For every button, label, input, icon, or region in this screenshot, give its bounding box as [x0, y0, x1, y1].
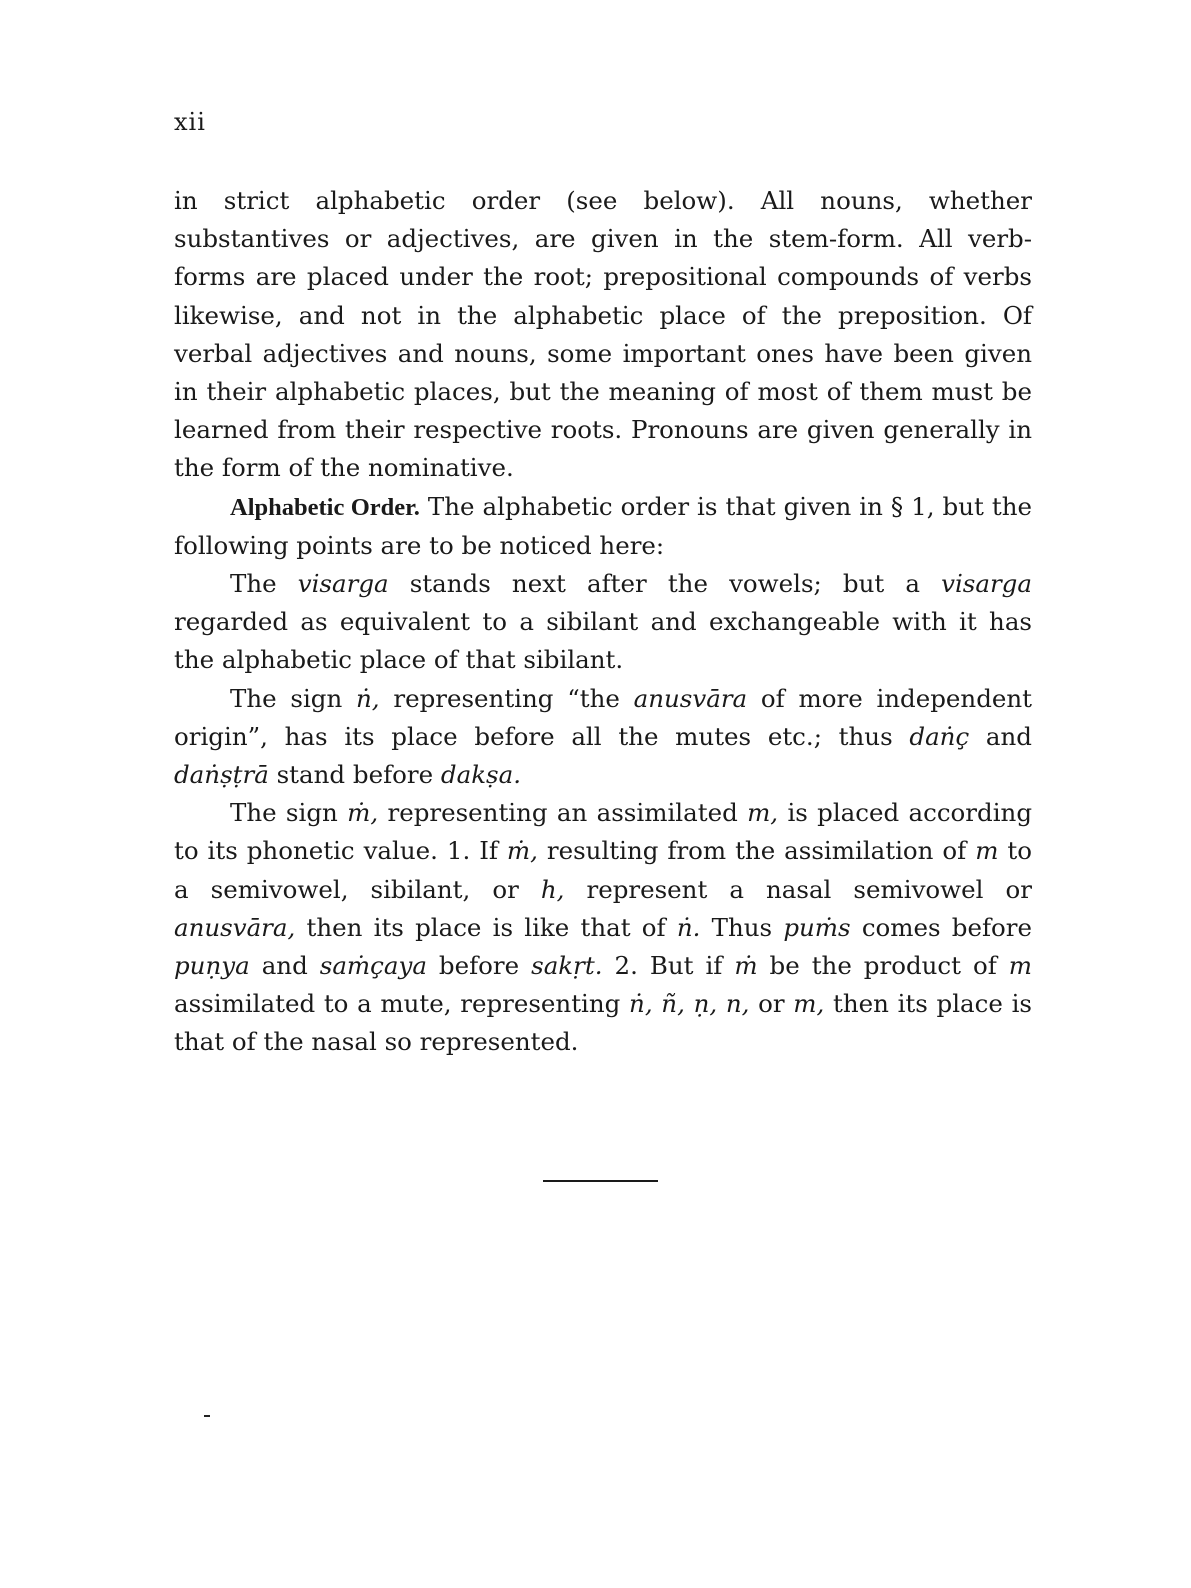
text-run: before — [438, 951, 520, 981]
italic-term: anusvāra, — [174, 912, 296, 942]
italic-term: visarga — [941, 569, 1032, 599]
text-run: The sign — [230, 798, 338, 828]
italic-term: saṁçaya — [319, 951, 427, 981]
print-speck — [204, 1415, 210, 1417]
text-run: to a semivowel, sibilant, or — [174, 836, 1032, 904]
italic-term: visarga — [297, 569, 389, 599]
paragraph-alphabetic-order — [174, 488, 1032, 565]
text-run: 2. But if — [614, 951, 723, 981]
paragraph-assimilated-m — [174, 794, 1032, 1061]
italic-term: puṁs — [783, 912, 851, 942]
text-run: The — [230, 569, 277, 599]
text-run: then its place is that of the nasal so represented. — [174, 989, 1032, 1057]
text-run: representing “the — [393, 683, 620, 713]
italic-term: ṁ — [734, 951, 758, 981]
italic-term: m — [1008, 951, 1032, 981]
italic-term: ṅ, ñ, ṇ, n, — [629, 989, 750, 1019]
section-end-rule — [543, 1180, 658, 1182]
paragraph-text: The alphabetic order is that given in § 1, but the following points are to be noticed here: — [174, 491, 1032, 560]
text-run: stand before — [276, 760, 434, 790]
italic-term: daṅç — [909, 721, 970, 751]
italic-term: ṁ, — [347, 798, 379, 828]
paragraph-stem-forms: in strict alphabetic order (see below). All nouns, whether substantives or adjectives, are given in the stem-form. All verb-forms are placed under the root; prepositional compounds of verbs likewise, and not in the alphabetic place of the preposition. Of verbal adjectives and nouns, some important ones have been given in their alphabetic places, but the meaning of most of them must be learned from their respective roots. Pronouns are given generally in the form of the nominative. — [174, 186, 1032, 483]
italic-term: daṅṣṭrā — [174, 760, 269, 790]
italic-term: anusvāra — [633, 683, 748, 713]
text-run: represent a nasal semivowel or — [586, 874, 1032, 904]
text-run: and — [261, 951, 308, 981]
paragraph-visarga — [174, 565, 1032, 680]
italic-term: ṁ, — [506, 836, 538, 866]
text-run: resulting from the assimilation of — [546, 836, 967, 866]
italic-term: ṅ, — [356, 683, 380, 713]
italic-term: m, — [793, 989, 825, 1019]
italic-term: sakṛt. — [531, 951, 603, 981]
text-run: assimilated to a mute, representing — [174, 989, 621, 1019]
text-run: Thus — [711, 912, 773, 942]
body-text — [174, 182, 1032, 1062]
text-run: The sign — [230, 683, 343, 713]
text-run: then its place is like that of — [306, 912, 666, 942]
text-run: and — [985, 721, 1032, 751]
text-run: representing an assimilated — [387, 798, 738, 828]
italic-term: m, — [747, 798, 779, 828]
text-run: be the product of — [769, 951, 997, 981]
italic-term: dakṣa. — [440, 760, 522, 790]
italic-term: ṅ. — [676, 912, 701, 942]
italic-term: m — [975, 836, 999, 866]
text-run: regarded as equivalent to a sibilant and exchangeable with it has the alphabetic place of that sibilant. — [174, 607, 1032, 675]
text-run: of more independent origin”, has its place before all the mutes etc.; thus — [174, 683, 1033, 751]
italic-term: h, — [540, 874, 565, 904]
italic-term: puṇya — [174, 951, 250, 981]
text-run: stands next after the vowels; but a — [409, 569, 920, 599]
text-run: comes before — [861, 912, 1033, 942]
paragraph-anusvara — [174, 680, 1032, 795]
section-heading: Alphabetic Order. — [230, 493, 420, 521]
text-run: is placed according to its phonetic value. 1. If — [174, 798, 1033, 866]
text-run: or — [758, 989, 785, 1019]
page-number: xii — [174, 108, 206, 136]
